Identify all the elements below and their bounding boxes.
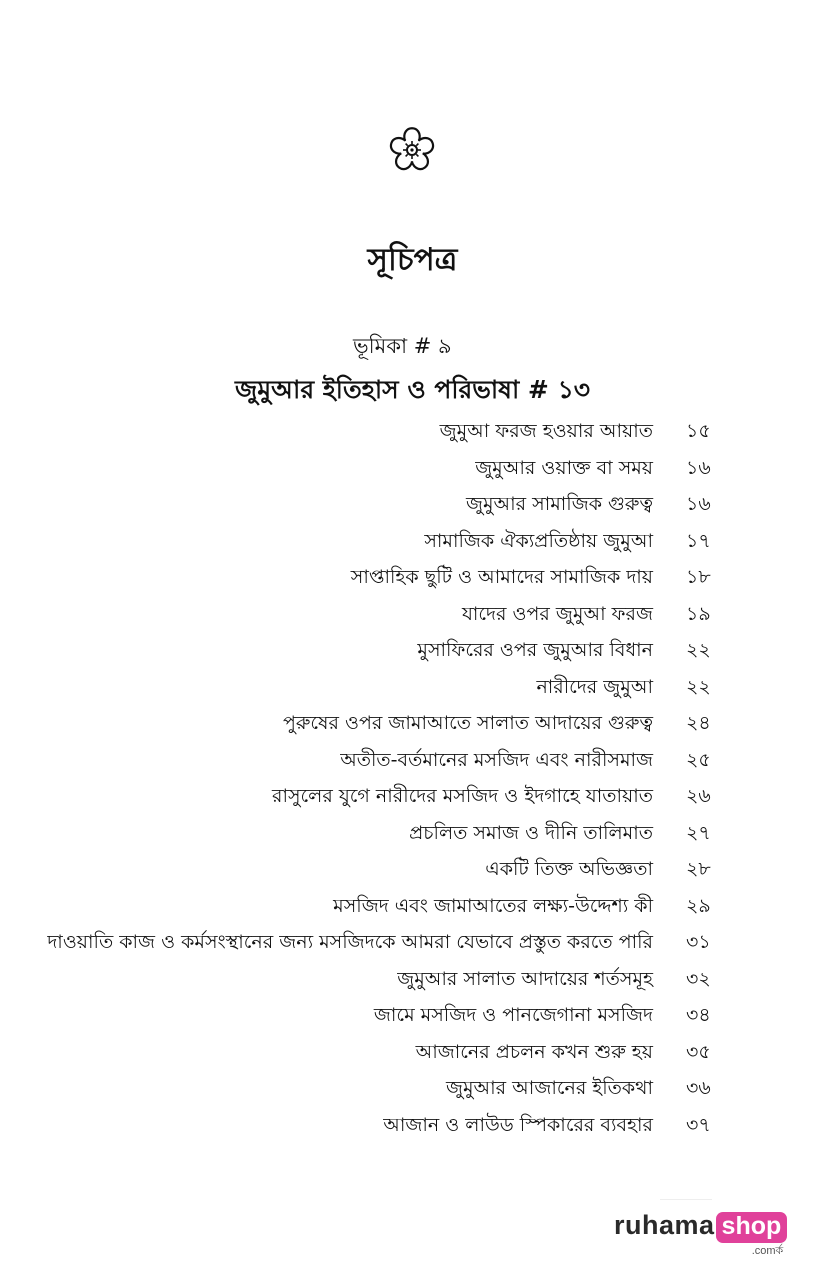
toc-entry [0, 522, 825, 559]
divider [660, 1199, 712, 1200]
toc-entry [0, 777, 825, 814]
toc-entry-title: মসজিদ এবং জামাআতের লক্ষ্য-উদ্দেশ্য কী [333, 894, 653, 917]
toc-entry-page: ২৪ [686, 712, 711, 734]
toc-entry [0, 412, 825, 449]
toc-entry [0, 887, 825, 924]
toc-chapter-heading: জুমুআর ইতিহাস ও পরিভাষা # ১৩ [234, 375, 591, 404]
logo-suffix: .comর্ক [751, 1245, 784, 1257]
toc-entry-title: সাপ্তাহিক ছুটি ও আমাদের সামাজিক দায় [350, 566, 653, 588]
toc-entry-page: ১৬ [686, 456, 711, 479]
toc-entry-page: ২৯ [686, 894, 711, 917]
toc-intro-entry: ভূমিকা # ৯ [353, 334, 452, 358]
toc-entry-title: দাওয়াতি কাজ ও কর্মসংস্থানের জন্য মসজিদকে আমরা যেভাবে প্রস্তুত করতে পারি [47, 931, 653, 953]
toc-entry-page: ১৭ [686, 529, 711, 552]
toc-entry [0, 1069, 825, 1106]
toc-entry [0, 741, 825, 778]
toc-entry-title: পুরুষের ওপর জামাআতে সালাত আদায়ের গুরুত্ব [282, 712, 653, 734]
toc-entry [0, 631, 825, 668]
toc-entry [0, 485, 825, 522]
toc-entry [0, 960, 825, 997]
toc-entry-page: ২৭ [686, 821, 711, 844]
toc-entry-title: মুসাফিরের ওপর জুমুআর বিধান [417, 639, 653, 661]
toc-entry-page: ৩৭ [686, 1113, 711, 1136]
toc-entry-page: ১৫ [686, 420, 711, 442]
toc-entry-title: জুমুআর ওয়াক্ত বা সময় [475, 456, 653, 479]
toc-list [0, 412, 825, 1142]
toc-entry [0, 850, 825, 887]
toc-entry [0, 668, 825, 705]
toc-entry-title: জুমুআ ফরজ হওয়ার আয়াত [439, 420, 653, 442]
toc-entry-title: জামে মসজিদ ও পানজেগানা মসজিদ [373, 1004, 653, 1026]
toc-entry [0, 704, 825, 741]
toc-entry-page: ৩২ [686, 967, 711, 990]
logo-name: ruhama [614, 1210, 715, 1240]
watermark-logo [614, 1210, 787, 1260]
page-title: সূচিপত্র [367, 242, 458, 278]
toc-entry-page: ২২ [686, 675, 711, 698]
toc-entry-page: ৩১ [686, 931, 711, 953]
toc-entry-page: ২৮ [686, 858, 711, 880]
toc-entry [0, 595, 825, 632]
toc-entry-title: জুমুআর সালাত আদায়ের শর্তসমূহ [397, 967, 653, 990]
toc-entry-title: সামাজিক ঐক্যপ্রতিষ্ঠায় জুমুআ [424, 529, 653, 552]
toc-entry [0, 558, 825, 595]
toc-entry-page: ৩৫ [686, 1040, 711, 1063]
toc-entry-page: ১৬ [686, 493, 711, 515]
toc-entry-title: প্রচলিত সমাজ ও দীনি তালিমাত [409, 821, 653, 844]
toc-entry-page: ২৬ [686, 785, 711, 807]
toc-entry-page: ১৮ [686, 566, 711, 588]
toc-entry [0, 1033, 825, 1070]
toc-entry-title: একটি তিক্ত অভিজ্ঞতা [485, 858, 653, 880]
toc-entry-title: অতীত-বর্তমানের মসজিদ এবং নারীসমাজ [340, 748, 653, 771]
toc-entry-page: ৩৬ [686, 1077, 711, 1099]
flower-ornament-icon [380, 118, 444, 182]
logo-highlight: shop [716, 1212, 788, 1243]
toc-entry [0, 449, 825, 486]
toc-entry-page: ৩৪ [686, 1004, 711, 1026]
toc-entry [0, 923, 825, 960]
toc-entry [0, 1106, 825, 1143]
toc-entry-title: আজানের প্রচলন কখন শুরু হয় [415, 1040, 653, 1063]
toc-entry-page: ২২ [686, 639, 711, 661]
toc-entry-page: ২৫ [686, 748, 711, 771]
toc-entry-title: নারীদের জুমুআ [536, 675, 653, 698]
toc-entry-page: ১৯ [686, 602, 711, 625]
toc-entry-title: জুমুআর সামাজিক গুরুত্ব [465, 493, 653, 515]
toc-entry-title: যাদের ওপর জুমুআ ফরজ [461, 602, 653, 625]
toc-entry [0, 814, 825, 851]
toc-entry-title: রাসুলের যুগে নারীদের মসজিদ ও ইদগাহে যাতায়াত [272, 785, 653, 807]
toc-entry-title: আজান ও লাউড স্পিকারের ব্যবহার [383, 1113, 653, 1136]
toc-entry [0, 996, 825, 1033]
toc-entry-title: জুমুআর আজানের ইতিকথা [445, 1077, 653, 1099]
